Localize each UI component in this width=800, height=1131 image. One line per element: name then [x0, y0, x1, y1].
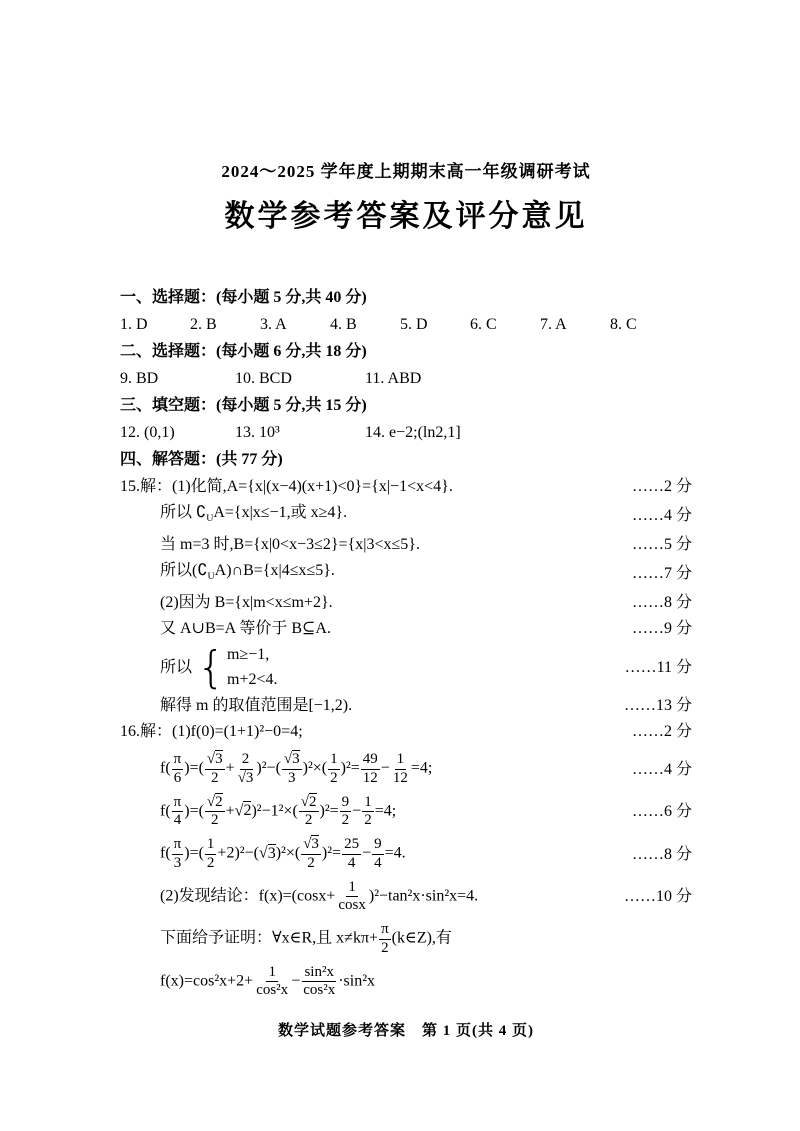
p15-formula-1: 15.解：(1)化简,A={x|(x−4)(x+1)<0}={x|−1<x<4}. — [120, 478, 453, 495]
p16-line-4 — [120, 836, 692, 872]
section-1-label: 一、选择题：(每小题 5 分,共 40 分) — [120, 289, 367, 306]
answer-q12: 12. (0,1) — [120, 424, 175, 441]
p15-score-6: ……9 分 — [631, 620, 692, 638]
answer-q8: 8. C — [610, 316, 637, 333]
p16-score-4: ……8 分 — [631, 845, 692, 863]
answer-q1: 1. D — [120, 316, 148, 333]
answer-q5: 5. D — [400, 316, 428, 333]
p15-system-row — [120, 642, 692, 692]
exam-title: 2024～2025 学年度上期期末高一年级调研考试 — [221, 162, 591, 181]
p15-formula-4: 所以$(∁_UA)\cap B=\{x|4\le x\le 5\}$. — [160, 562, 335, 583]
p16-formula-7: f(x)=cos²x+2+ $\frac{1}{\text{cos²x}}$ − $\frac{\text{sin²x}}{\text{cos²x}}$ ·sin²x — [160, 963, 376, 999]
p16-line-2 — [120, 751, 692, 787]
p15-score-4: ……7 分 — [631, 565, 692, 583]
p16-score-2: ……4 分 — [631, 760, 692, 778]
p15-system-score: ……11 分 — [624, 658, 692, 676]
answer-q7: 7. A — [540, 316, 567, 333]
p15-system — [160, 642, 278, 692]
p15-score-1: ……2 分 — [631, 478, 692, 495]
answer-q9: 9. BD — [120, 370, 159, 387]
answer-q3: 3. A — [260, 316, 287, 333]
answer-q11: 11. ABD — [365, 370, 422, 387]
section-3-answers — [120, 419, 692, 446]
answer-q13: 13. 10³ — [235, 424, 280, 441]
p16-line-6 — [120, 921, 692, 957]
p16-line-5 — [120, 879, 692, 915]
answer-q4: 4. B — [330, 316, 357, 333]
section-2-label: 二、选择题：(每小题 6 分,共 18 分) — [120, 343, 367, 360]
p16-score-5: ……10 分 — [623, 888, 692, 906]
p15-line-5 — [120, 590, 692, 615]
p15-score-2: ……4 分 — [631, 507, 692, 525]
p15-formula-6: 又 A∪B=A 等价于 B⊆A. — [160, 620, 331, 638]
answer-q14: 14. e−2;(ln2,1] — [365, 424, 461, 441]
p15-score-3: ……5 分 — [631, 536, 692, 554]
p16-formula-5: (2)发现结论：f(x)=(cosx+ $\frac{1}{\cos x}$ )²−tan²x·sin²x=4. — [160, 878, 479, 914]
brace-glyph — [197, 648, 225, 688]
section-4-label: 四、解答题：(共 77 分) — [120, 451, 283, 468]
p15-line-1 — [120, 474, 692, 499]
p15-formula-3: 当 m=3 时,B={x|0<x−3≤2}={x|3<x≤5}. — [160, 536, 420, 554]
p15-formula-2: 所以 $∁_UA=\{x|x\le-1$,或 x≥4}. — [160, 504, 348, 525]
p16-formula-1: 16.解：(1)f(0)=(1+1)²−0=4; — [120, 723, 303, 741]
p15-system-line-2: m+2<4. — [227, 671, 278, 689]
p15-system-line-1: m≥−1, — [227, 646, 270, 664]
p15-score-5: ……8 分 — [631, 594, 692, 612]
section-3-label: 三、填空题：(每小题 5 分,共 15 分) — [120, 397, 367, 414]
p16-formula-4: f( $\frac{\pi}{3}$ )=( $\frac{1}{2}$ +2)²−(√3)²×( $\frac{√3}{2}$ )²= $\frac{25}{4}$ − $\frac{9}{4}$ =4. — [160, 836, 406, 871]
p16-formula-3: f( $\frac{\pi}{4}$ )=( $\frac{√2}{2}$ +√2)²−1²×( $\frac{√2}{2}$ )²= $\frac{9}{2}$ − $\frac{1}{2}$ =4; — [160, 793, 397, 829]
p15-conclusion-score: ……13 分 — [623, 697, 692, 715]
p15-line-6 — [120, 616, 692, 641]
p15-conclusion: 解得 m 的取值范围是[−1,2). — [160, 697, 353, 715]
p16-formula-6: 下面给予证明：∀x∈R,且 x≠kπ+ $\frac{\pi}{2}$ (k∈Z),有 — [160, 921, 452, 956]
p15-formula-5: (2)因为 B={x|m<x≤m+2}. — [160, 594, 333, 612]
p15-line-2 — [120, 500, 692, 531]
answer-q2: 2. B — [190, 316, 217, 333]
answer-q6: 6. C — [470, 316, 497, 333]
answer-q10: 10. BCD — [235, 370, 292, 387]
section-1-answers — [120, 311, 692, 338]
p15-line-3 — [120, 532, 692, 557]
page-footer: 数学试题参考答案 第 1 页(共 4 页) — [278, 1023, 534, 1040]
p16-score-1: ……2 分 — [631, 723, 692, 741]
section-2-answers — [120, 365, 692, 392]
p16-line-3 — [120, 794, 692, 830]
p15-conclusion-row — [120, 693, 692, 718]
p16-score-3: ……6 分 — [631, 803, 692, 821]
p16-line-7 — [120, 964, 692, 1000]
p15-line-4 — [120, 558, 692, 589]
p15-system-lines — [227, 642, 278, 692]
p16-line-1 — [120, 719, 692, 744]
document-title: 数学参考答案及评分意见 — [224, 200, 588, 233]
p16-formula-2: f( $\frac{\pi}{6}$ )=( $\frac{√3}{2}$ + $\frac{2}{√3}$ )²−( $\frac{√3}{3}$ )²×( $\frac{1}{2}$ )²= $\frac{49}{12}$ − $\frac{1}{12}$ =4; — [160, 751, 433, 786]
p15-system-prefix: 所以 — [160, 658, 193, 676]
